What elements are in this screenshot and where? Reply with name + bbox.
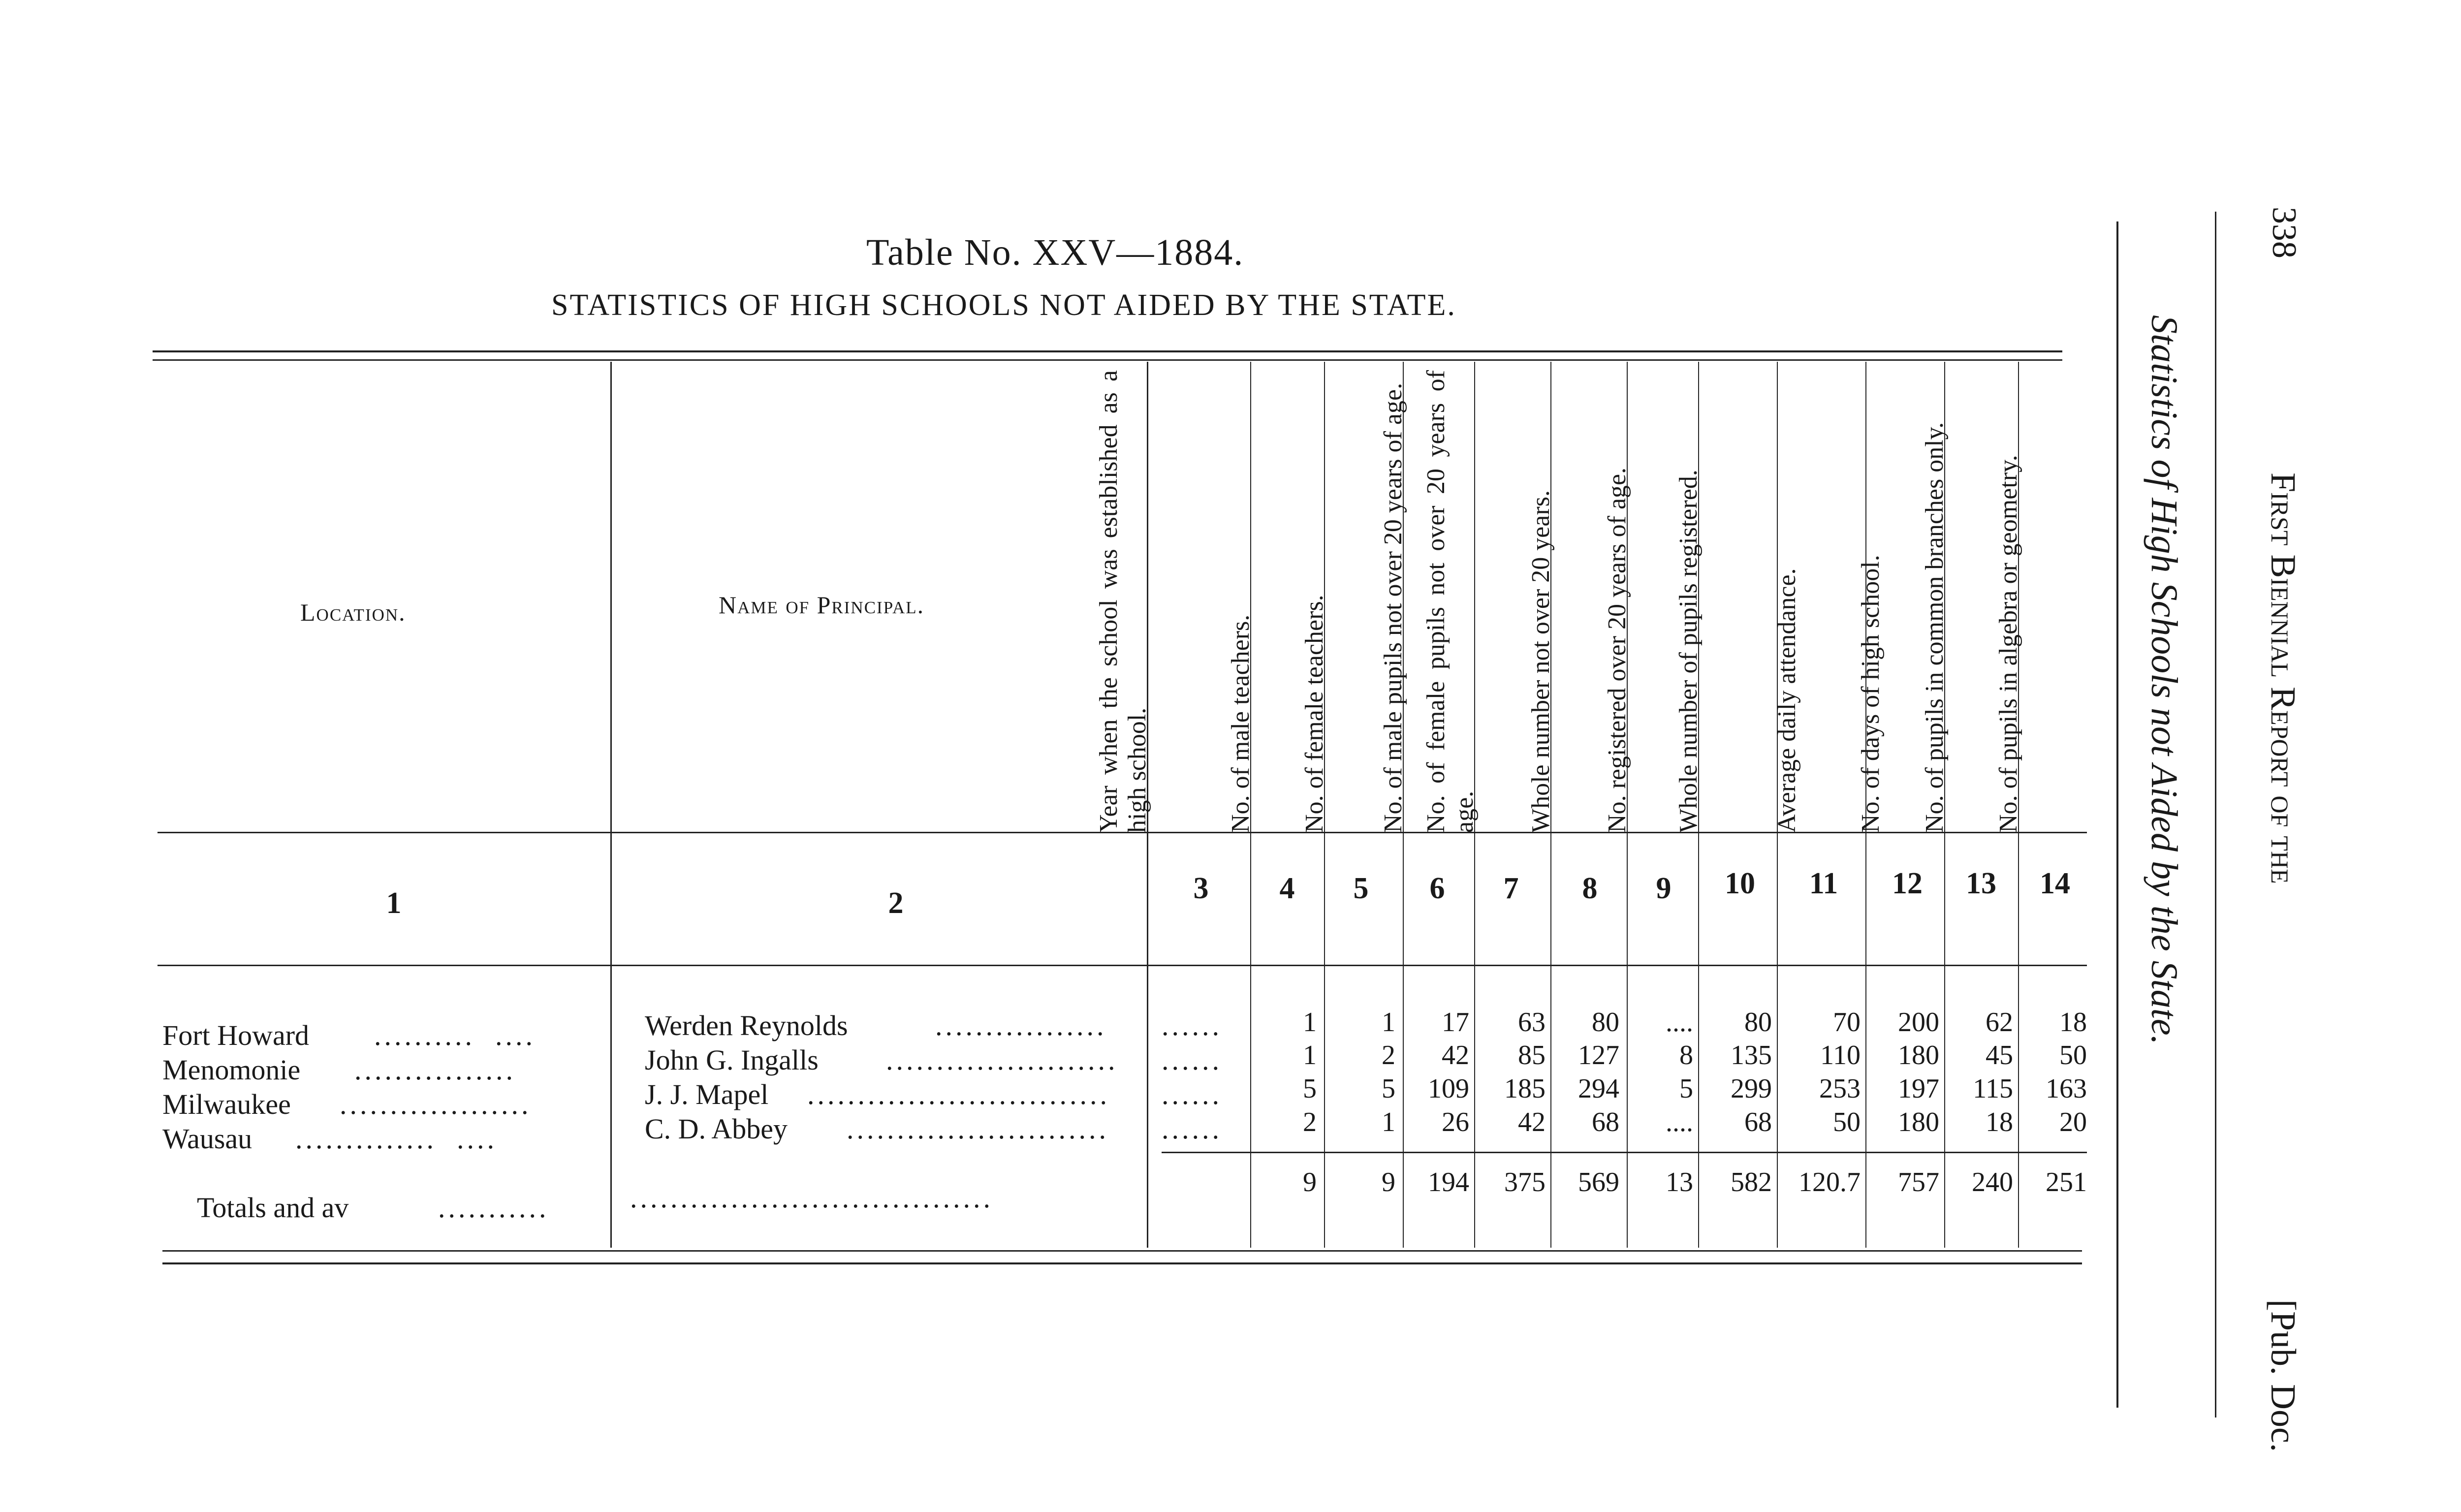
cell-c7: 375	[1504, 1167, 1546, 1197]
cell-c11: 50	[1833, 1107, 1861, 1137]
header-c4-wrap	[1227, 488, 1255, 833]
cell-c10: 135	[1731, 1040, 1772, 1071]
cell-c9: ....	[1666, 1007, 1693, 1038]
side-rule-left	[2116, 221, 2118, 1408]
cell-c7: 63	[1518, 1007, 1546, 1038]
colnum-8: 8	[1582, 872, 1598, 905]
cell-c9: 5	[1679, 1073, 1693, 1104]
colnum-14: 14	[2040, 867, 2070, 900]
header-c6-wrap	[1379, 370, 1408, 833]
colnum-6: 6	[1429, 872, 1445, 905]
header-c3: Year when the school was established as a high school.	[1095, 370, 1151, 833]
cell-c6: 109	[1428, 1073, 1469, 1104]
header-c10: Whole number of pupils registered.	[1674, 470, 1703, 833]
header-c8-wrap	[1527, 370, 1555, 833]
header-c14-wrap	[1994, 370, 2023, 833]
colnum-13: 13	[1966, 867, 1996, 900]
totals-top-rule	[1162, 1152, 2087, 1153]
row-principal: John G. Ingalls	[645, 1044, 819, 1076]
header-c7: No. of female pupils not over 20 years of age.	[1422, 370, 1479, 833]
header-c7-wrap	[1422, 370, 1479, 833]
cell-c8: 80	[1592, 1007, 1619, 1038]
running-title: First Biennial Report of the	[2264, 472, 2303, 884]
leader-dots: ................	[354, 1054, 516, 1086]
colnum-3: 3	[1193, 872, 1209, 905]
cell-c8: 68	[1592, 1107, 1619, 1137]
cell-c6: 42	[1442, 1040, 1469, 1071]
cell-c10: 299	[1731, 1073, 1772, 1104]
page-number: 338	[2265, 207, 2303, 258]
header-c9-wrap	[1603, 370, 1632, 833]
cell-c8: 294	[1578, 1073, 1619, 1104]
side-rule-right	[2215, 212, 2216, 1418]
cell-c10: 68	[1744, 1107, 1772, 1137]
colnum-9: 9	[1656, 872, 1672, 905]
header-c11-wrap	[1773, 390, 1801, 833]
leader-dots: .......................	[886, 1044, 1118, 1076]
table-bottom-rule	[162, 1250, 2082, 1252]
cell-c9: 13	[1666, 1167, 1693, 1197]
cell-c11: 70	[1833, 1007, 1861, 1038]
header-c9: No. registered over 20 years of age.	[1603, 467, 1631, 833]
cell-c4: 2	[1303, 1107, 1317, 1137]
cell-c4: 5	[1303, 1073, 1317, 1104]
leader-dots: ..........................	[847, 1113, 1109, 1145]
leader-dots: .......... ....	[374, 1019, 536, 1051]
leader-dots: .............. ....	[295, 1123, 497, 1155]
section-title: Statistics of High Schools not Aided by the State.	[2144, 315, 2185, 1045]
table-bottom-rule-2	[162, 1262, 2082, 1264]
cell-c4: 9	[1303, 1167, 1317, 1197]
cell-c13: 240	[1972, 1167, 2013, 1197]
row-location: Milwaukee	[162, 1088, 291, 1120]
cell-c4: 1	[1303, 1040, 1317, 1071]
cell-c5: 2	[1382, 1040, 1395, 1071]
table-title: Table No. XXV—1884.	[866, 232, 1244, 273]
row-location: Fort Howard	[162, 1019, 310, 1051]
cell-c6: 17	[1442, 1007, 1469, 1038]
cell-c13: 62	[1986, 1007, 2013, 1038]
cell-c11: 253	[1819, 1073, 1861, 1104]
cell-c5: 9	[1382, 1167, 1395, 1197]
header-c12-wrap	[1857, 390, 1885, 833]
cell-c13: 115	[1973, 1073, 2013, 1104]
cell-c7: 42	[1518, 1107, 1546, 1137]
cell-c9: 8	[1679, 1040, 1693, 1071]
c3-dots: ......	[1162, 1113, 1222, 1145]
cell-c5: 1	[1382, 1107, 1395, 1137]
colnum-2: 2	[888, 886, 904, 920]
row-principal: J. J. Mapel	[645, 1078, 769, 1110]
colnum-bottom-rule	[158, 965, 2087, 966]
leader-dots: ...........	[438, 1192, 549, 1224]
header-c8: Whole number not over 20 years.	[1527, 490, 1555, 833]
colnum-12: 12	[1892, 867, 1923, 900]
col-rule-1	[610, 362, 612, 1248]
header-c3-wrap	[1095, 370, 1152, 833]
header-c5-wrap	[1300, 429, 1329, 833]
cell-c5: 1	[1382, 1007, 1395, 1038]
cell-c8: 127	[1578, 1040, 1619, 1071]
colnum-7: 7	[1503, 872, 1519, 905]
cell-c12: 200	[1898, 1007, 1939, 1038]
header-principal: Name of Principal.	[719, 591, 925, 619]
header-c13-wrap	[1921, 370, 1949, 833]
cell-c14: 50	[2059, 1040, 2087, 1071]
cell-c6: 26	[1442, 1107, 1469, 1137]
header-c10-wrap	[1674, 370, 1703, 833]
header-c12: No. of days of high school.	[1857, 555, 1885, 833]
colnum-4: 4	[1279, 872, 1295, 905]
table-subtitle: STATISTICS OF HIGH SCHOOLS NOT AIDED BY THE STATE.	[551, 288, 1456, 322]
cell-c4: 1	[1303, 1007, 1317, 1038]
cell-c12: 180	[1898, 1040, 1939, 1071]
cell-c14: 251	[2046, 1167, 2087, 1197]
cell-c13: 18	[1986, 1107, 2013, 1137]
cell-c8: 569	[1578, 1167, 1619, 1197]
leader-dots: .................	[935, 1009, 1107, 1041]
cell-c13: 45	[1986, 1040, 2013, 1071]
cell-c12: 197	[1898, 1073, 1939, 1104]
colnum-5: 5	[1353, 872, 1369, 905]
c3-dots: ......	[1162, 1009, 1222, 1041]
cell-c10: 80	[1744, 1007, 1772, 1038]
cell-c12: 180	[1898, 1107, 1939, 1137]
leader-dots: ....................................	[630, 1182, 993, 1214]
header-c5: No. of female teachers.	[1300, 595, 1328, 833]
header-location: Location.	[300, 598, 406, 626]
cell-c14: 163	[2046, 1073, 2087, 1104]
header-c11: Average daily attendance.	[1773, 568, 1801, 833]
c3-dots: ......	[1162, 1044, 1222, 1076]
cell-c9: ....	[1666, 1107, 1693, 1137]
cell-c10: 582	[1731, 1167, 1772, 1197]
row-principal: C. D. Abbey	[645, 1113, 788, 1145]
leader-dots: ...................	[340, 1088, 532, 1120]
cell-c7: 185	[1504, 1073, 1546, 1104]
cell-c14: 20	[2059, 1107, 2087, 1137]
cell-c6: 194	[1428, 1167, 1469, 1197]
row-location: Wausau	[162, 1123, 252, 1155]
header-c14: No. of pupils in algebra or geometry.	[1994, 455, 2022, 833]
doc-tag: [Pub. Doc.	[2264, 1299, 2303, 1452]
cell-c14: 18	[2059, 1007, 2087, 1038]
cell-c11: 120.7	[1798, 1167, 1861, 1197]
cell-c12: 757	[1898, 1167, 1939, 1197]
header-c4: No. of male teachers.	[1227, 614, 1255, 833]
colnum-10: 10	[1725, 867, 1755, 900]
table-top-rule-2	[153, 359, 2062, 361]
header-c13: No. of pupils in common branches only.	[1921, 422, 1949, 833]
leader-dots: ..............................	[807, 1078, 1110, 1110]
colnum-1: 1	[386, 886, 402, 920]
totals-label: Totals and av	[197, 1192, 349, 1224]
table-top-rule	[153, 350, 2062, 352]
header-c6: No. of male pupils not over 20 years of age.	[1379, 382, 1407, 833]
cell-c5: 5	[1382, 1073, 1395, 1104]
row-principal: Werden Reynolds	[645, 1009, 848, 1041]
cell-c11: 110	[1820, 1040, 1861, 1071]
row-location: Menomonie	[162, 1054, 301, 1086]
cell-c7: 85	[1518, 1040, 1546, 1071]
c3-dots: ......	[1162, 1078, 1222, 1110]
colnum-11: 11	[1809, 867, 1838, 900]
